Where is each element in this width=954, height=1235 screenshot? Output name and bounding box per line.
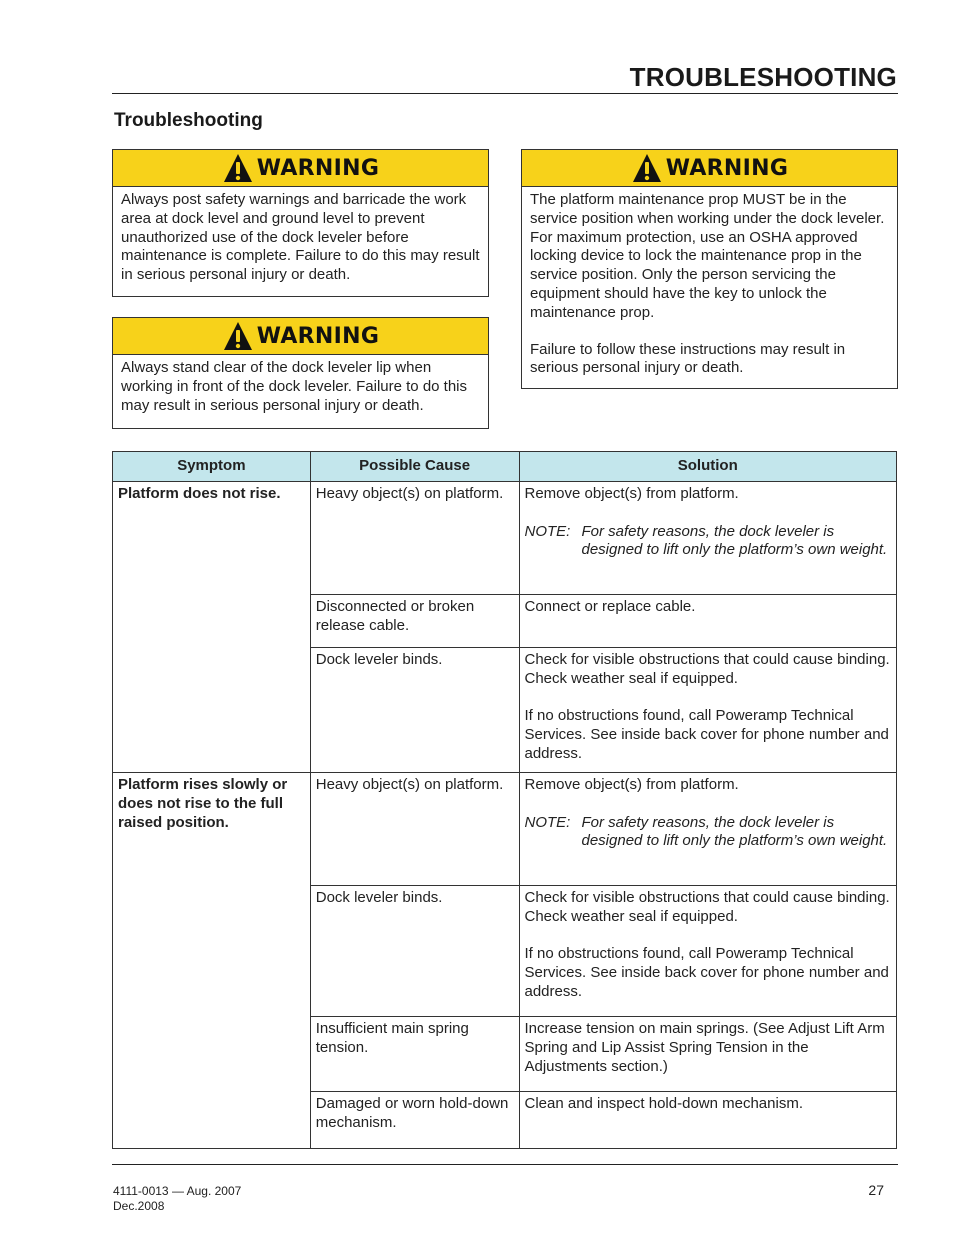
warning-label: WARNING <box>256 155 380 181</box>
table-row <box>113 773 897 886</box>
warning-triangle-icon <box>631 152 663 184</box>
warning-box-work-area <box>112 149 489 297</box>
warning-text: Always post safety warnings and barricade the work area at dock level and ground level to prevent unauthorized use of the dock leveler before maintenance is complete. Failure to do this may result in serious personal injury or death. <box>121 191 480 284</box>
cause-cell: Insufficient main spring tension. <box>310 1017 519 1092</box>
solution-cell: Check for visible obstructions that could cause binding. Check weather seal if equipped. If no obstructions found, call Poweramp Technical Services. See inside back cover for phone number and address. <box>519 886 897 1017</box>
cause-cell: Damaged or worn hold-down mechanism. <box>310 1092 519 1149</box>
cause-cell: Dock leveler binds. <box>310 648 519 773</box>
troubleshooting-table <box>112 451 897 1149</box>
warning-triangle-icon <box>222 320 254 352</box>
column-header-solution: Solution <box>519 452 897 482</box>
doc-number: 4111-0013 — Aug. 2007 <box>113 1184 242 1198</box>
symptom-cell: Platform rises slowly or does not rise to the full raised position. <box>113 773 311 1149</box>
table-header-row <box>113 452 897 482</box>
warning-box-lip <box>112 317 489 429</box>
note: NOTE: For safety reasons, the dock leveler is designed to lift only the platform’s own weight. <box>524 813 888 850</box>
warning-header <box>113 150 488 187</box>
cause-cell: Heavy object(s) on platform. <box>310 482 519 595</box>
warning-triangle-icon <box>222 152 254 184</box>
warning-label: WARNING <box>665 155 789 181</box>
footer-info <box>113 1184 241 1214</box>
revision-date: Dec.2008 <box>113 1199 165 1213</box>
solution-cell: Increase tension on main springs. (See Adjust Lift Arm Spring and Lip Assist Spring Tension in the Adjustments section.) <box>519 1017 897 1092</box>
warning-label: WARNING <box>256 323 380 349</box>
warning-box-maintenance-prop <box>521 149 898 389</box>
footer-rule <box>112 1164 898 1165</box>
solution-cell: Clean and inspect hold-down mechanism. <box>519 1092 897 1149</box>
solution-cell: Remove object(s) from platform. NOTE: For safety reasons, the dock leveler is designed to lift only the platform’s own weight. <box>519 773 897 886</box>
symptom-cell: Platform does not rise. <box>113 482 311 773</box>
solution-cell: Check for visible obstructions that could cause binding. Check weather seal if equipped. If no obstructions found, call Poweramp Technical Services. See inside back cover for phone number and address. <box>519 648 897 773</box>
header-rule <box>112 93 898 94</box>
section-title: Troubleshooting <box>114 110 263 131</box>
cause-cell: Disconnected or broken release cable. <box>310 595 519 648</box>
solution-cell: Remove object(s) from platform. NOTE: For safety reasons, the dock leveler is designed to lift only the platform’s own weight. <box>519 482 897 595</box>
page-title: TROUBLESHOOTING <box>629 62 897 92</box>
warning-header <box>522 150 897 187</box>
cause-cell: Heavy object(s) on platform. <box>310 773 519 886</box>
page-number: 27 <box>868 1182 884 1198</box>
column-header-symptom: Symptom <box>113 452 311 482</box>
solution-cell: Connect or replace cable. <box>519 595 897 648</box>
cause-cell: Dock leveler binds. <box>310 886 519 1017</box>
warning-header <box>113 318 488 355</box>
note: NOTE: For safety reasons, the dock leveler is designed to lift only the platform’s own weight. <box>524 522 888 559</box>
table-row <box>113 482 897 595</box>
column-header-cause: Possible Cause <box>310 452 519 482</box>
warning-text: Always stand clear of the dock leveler lip when working in front of the dock leveler. Failure to do this may result in serious personal injury or death. <box>121 359 468 414</box>
warning-text: The platform maintenance prop MUST be in the service position when working under the dock leveler. For maximum protection, use an OSHA approved locking device to lock the maintenance prop in the service position. Only the person servicing the equipment should have the key to unlock the maintenance prop. Failure to follow these instructions may result in serious personal injury or death. <box>530 191 885 377</box>
